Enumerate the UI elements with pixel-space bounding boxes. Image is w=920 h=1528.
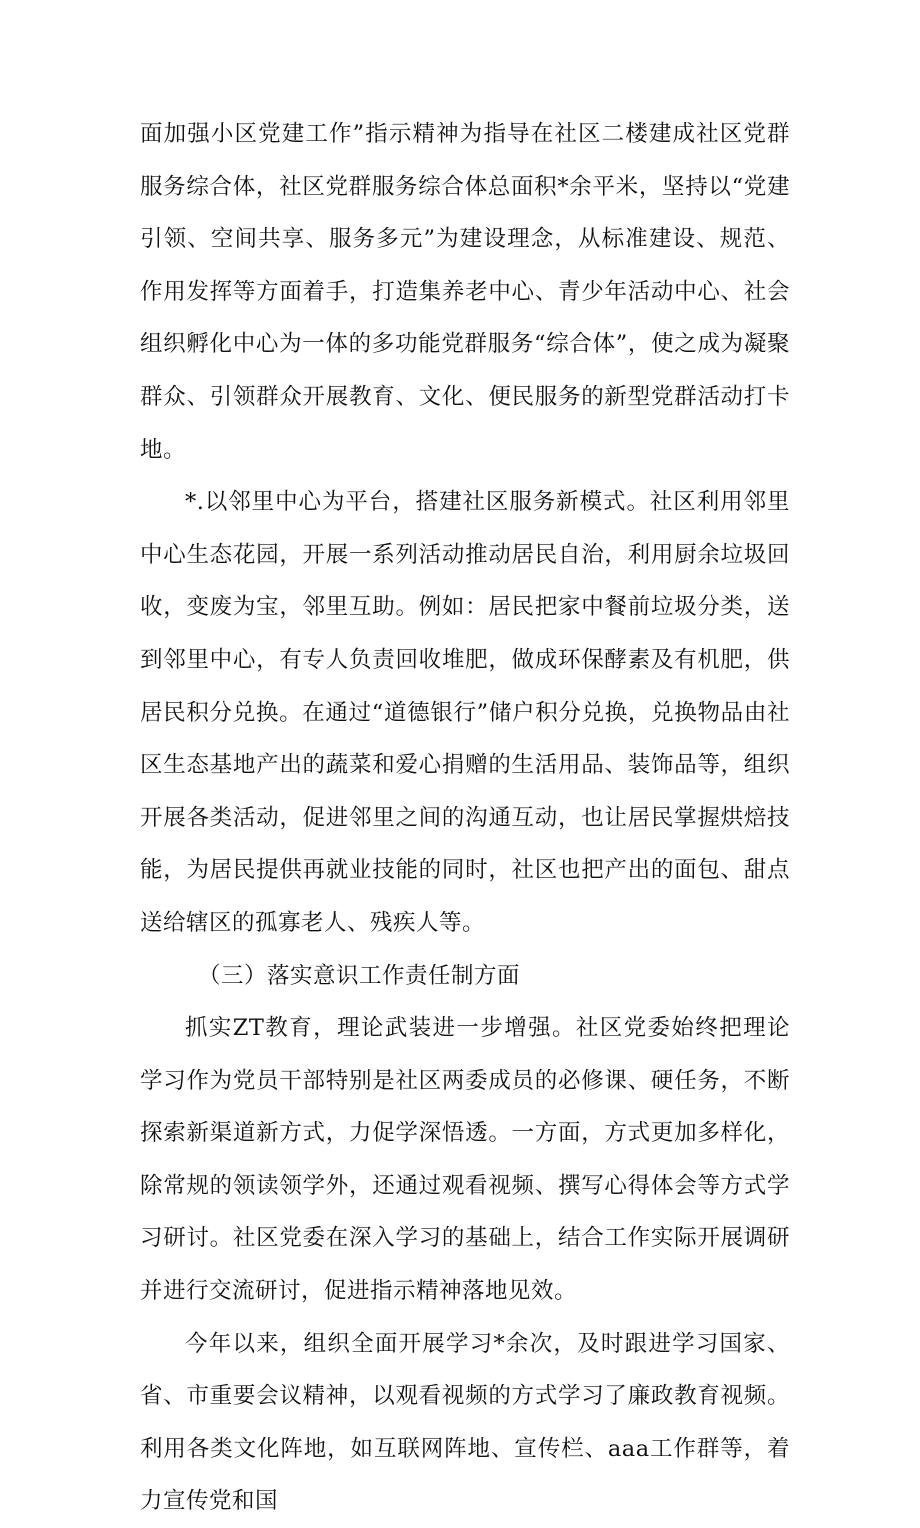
section-heading: （三）落实意识工作责任制方面 [198,962,521,989]
paragraph-2: *.以邻里中心为平台，搭建社区服务新模式。社区利用邻里中心生态花园，开展一系列活动推动居民自治，利用厨余垃圾回收，变废为宝，邻里互助。例如：居民把家中餐前垃圾分类，送到邻里中心，有专人负责回收堆肥，做成环保酵素及有机肥，供居民积分兑换。在通过“道德银行”储户积分兑换，兑换物品由社区生态基地产出的蔬菜和爱心捐赠的生活用品、装饰品等，组织开展各类活动，促进邻里之间的沟通互动，也让居民掌握烘焙技能，为居民提供再就业技能的同时，社区也把产出的面包、甜点送给辖区的孤寡老人、残疾人等。 [140,489,790,936]
paragraph-1: 面加强小区党建工作”指示精神为指导在社区二楼建成社区党群服务综合体，社区党群服务综合体总面积*余平米，坚持以“党建引领、空间共享、服务多元”为建设理念，从标准建设、规范、作用发挥等方面着手，打造集养老中心、青少年活动中心、社会组织孵化中心为一体的多功能党群服务“综合体”，使之成为凝聚群众、引领群众开展教育、文化、便民服务的新型党群活动打卡地。 [140,121,790,463]
paragraph-4: 今年以来，组织全面开展学习*余次，及时跟进学习国家、省、市重要会议精神，以观看视频的方式学习了廉政教育视频。利用各类文化阵地，如互联网阵地、宣传栏、aaa工作群等，着力宣传党和国 [140,1330,790,1515]
paragraph-3: 抓实ZT教育，理论武装进一步增强。社区党委始终把理论学习作为党员干部特别是社区两委成员的必修课、硬任务，不断探索新渠道新方式，力促学深悟透。一方面，方式更加多样化，除常规的领读领学外，还通过观看视频、撰写心得体会等方式学习研讨。社区党委在深入学习的基础上，结合工作实际开展调研并进行交流研讨，促进指示精神落地见效。 [140,1015,790,1305]
